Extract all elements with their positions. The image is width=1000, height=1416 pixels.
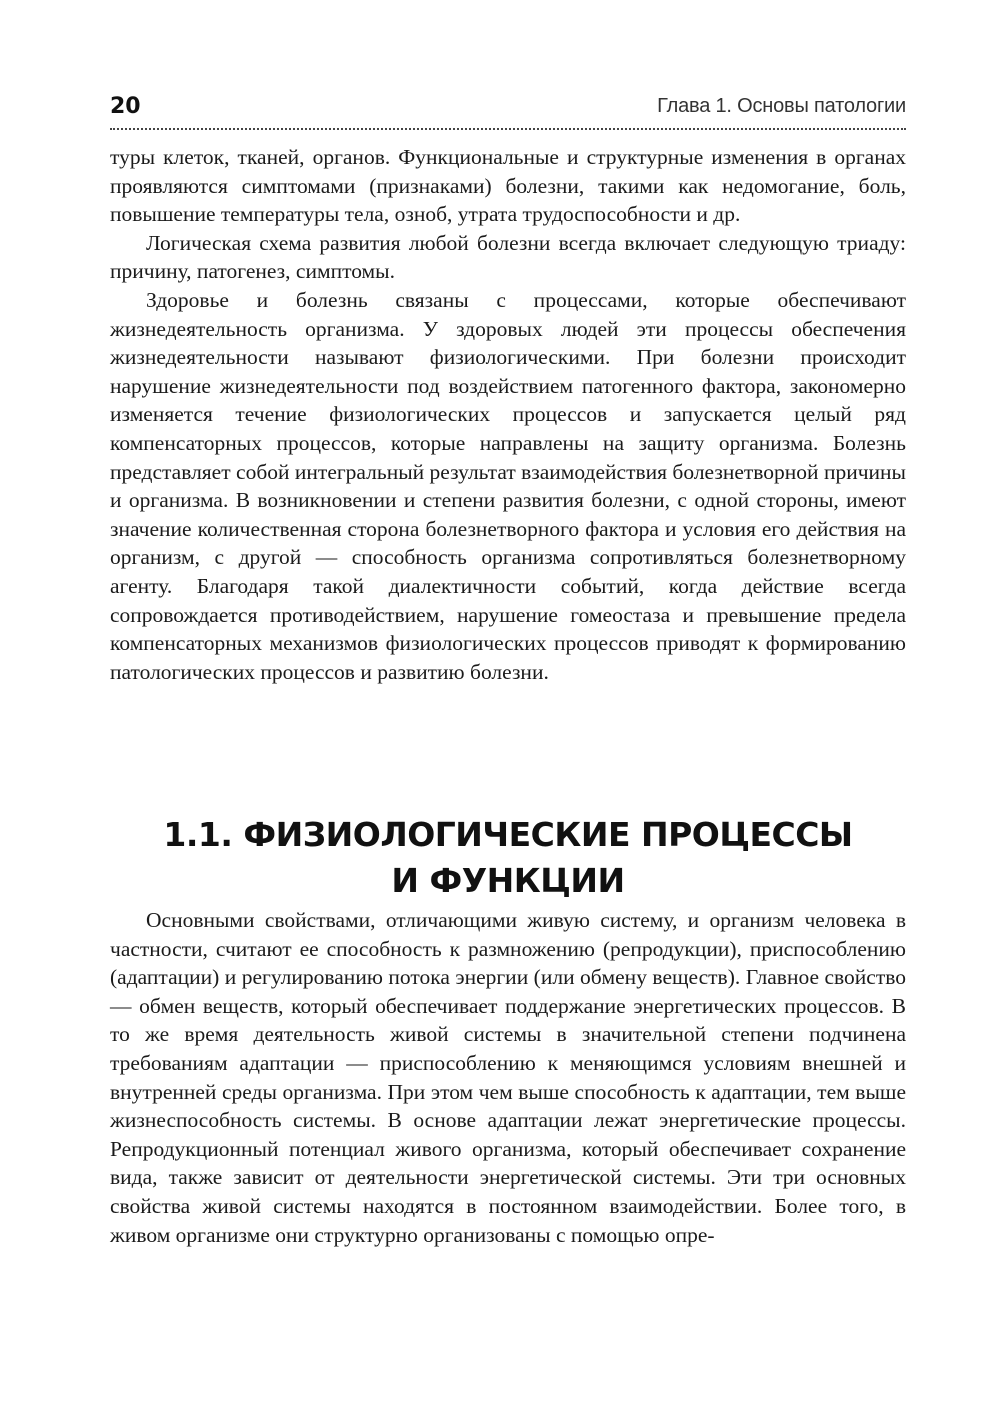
paragraph: туры клеток, тканей, органов. Функциональные и структурные изменения в органах проявляются симптомами (признаками) болезни, такими как недомогание, боль, повышение температуры тела, озноб, утрата трудоспособности и др. xyxy=(110,145,906,227)
body-text-bottom xyxy=(110,906,906,1249)
paragraph: Основными свойствами, отличающими живую систему, и организм человека в частности, считают ее способность к размножению (репродукции), приспособлению (адаптации) и регулированию потока энергии (или обмену веществ). Главное свойство — обмен веществ, который обеспечивает поддержание энергетических процессов. В то же время деятельность живой системы в значительной степени подчинена требованиям адаптации — приспособлению к меняющимся условиям внешней и внутренней среды организма. При этом чем выше способность к адаптации, тем выше жизнеспособность системы. В основе адаптации лежат энергетические процессы. Репродукционный потенциал живого организма, который обеспечивает сохранение вида, также зависит от деятельности энергетической системы. Эти три основных свойства живой системы находятся в постоянном взаимодействии. Более того, в живом организме они структурно организованы с помощью опре- xyxy=(110,908,906,1247)
paragraph: Логическая схема развития любой болезни всегда включает следующую триаду: причину, патогенез, симптомы. xyxy=(110,230,906,284)
page-number: 20 xyxy=(110,94,141,119)
running-header xyxy=(110,92,906,130)
body-text-top xyxy=(110,143,906,686)
paragraph: Здоровье и болезнь связаны с процессами, которые обеспечивают жизнедеятельность организма. У здоровых людей эти процессы обеспечения жизнедеятельности называют физиологическими. При болезни происходит нарушение жизнедеятельности под воздействием патогенного фактора, закономерно изменяется течение физиологических процессов и запускается целый ряд компенсаторных процессов, которые направлены на защиту организма. Болезнь представляет собой интегральный результат взаимодействия болезнетворной причины и организма. В возникновении и степени развития болезни, с одной стороны, имеют значение количественная сторона болезнетворного фактора и условия его действия на организм, с другой — способность организма сопротивляться болезнетворному агенту. Благодаря такой диалектичности событий, когда действие всегда сопровождается противодействием, нарушение гомеостаза и превышение предела компенсаторных механизмов физиологических процессов приводят к формированию патологических процессов и развитию болезни. xyxy=(110,287,906,684)
chapter-title: Глава 1. Основы патологии xyxy=(657,95,906,117)
section-heading xyxy=(110,812,906,904)
section-heading-line-2: И ФУНКЦИИ xyxy=(391,861,625,900)
section-heading-line-1: 1.1. ФИЗИОЛОГИЧЕСКИЕ ПРОЦЕССЫ xyxy=(163,815,853,854)
